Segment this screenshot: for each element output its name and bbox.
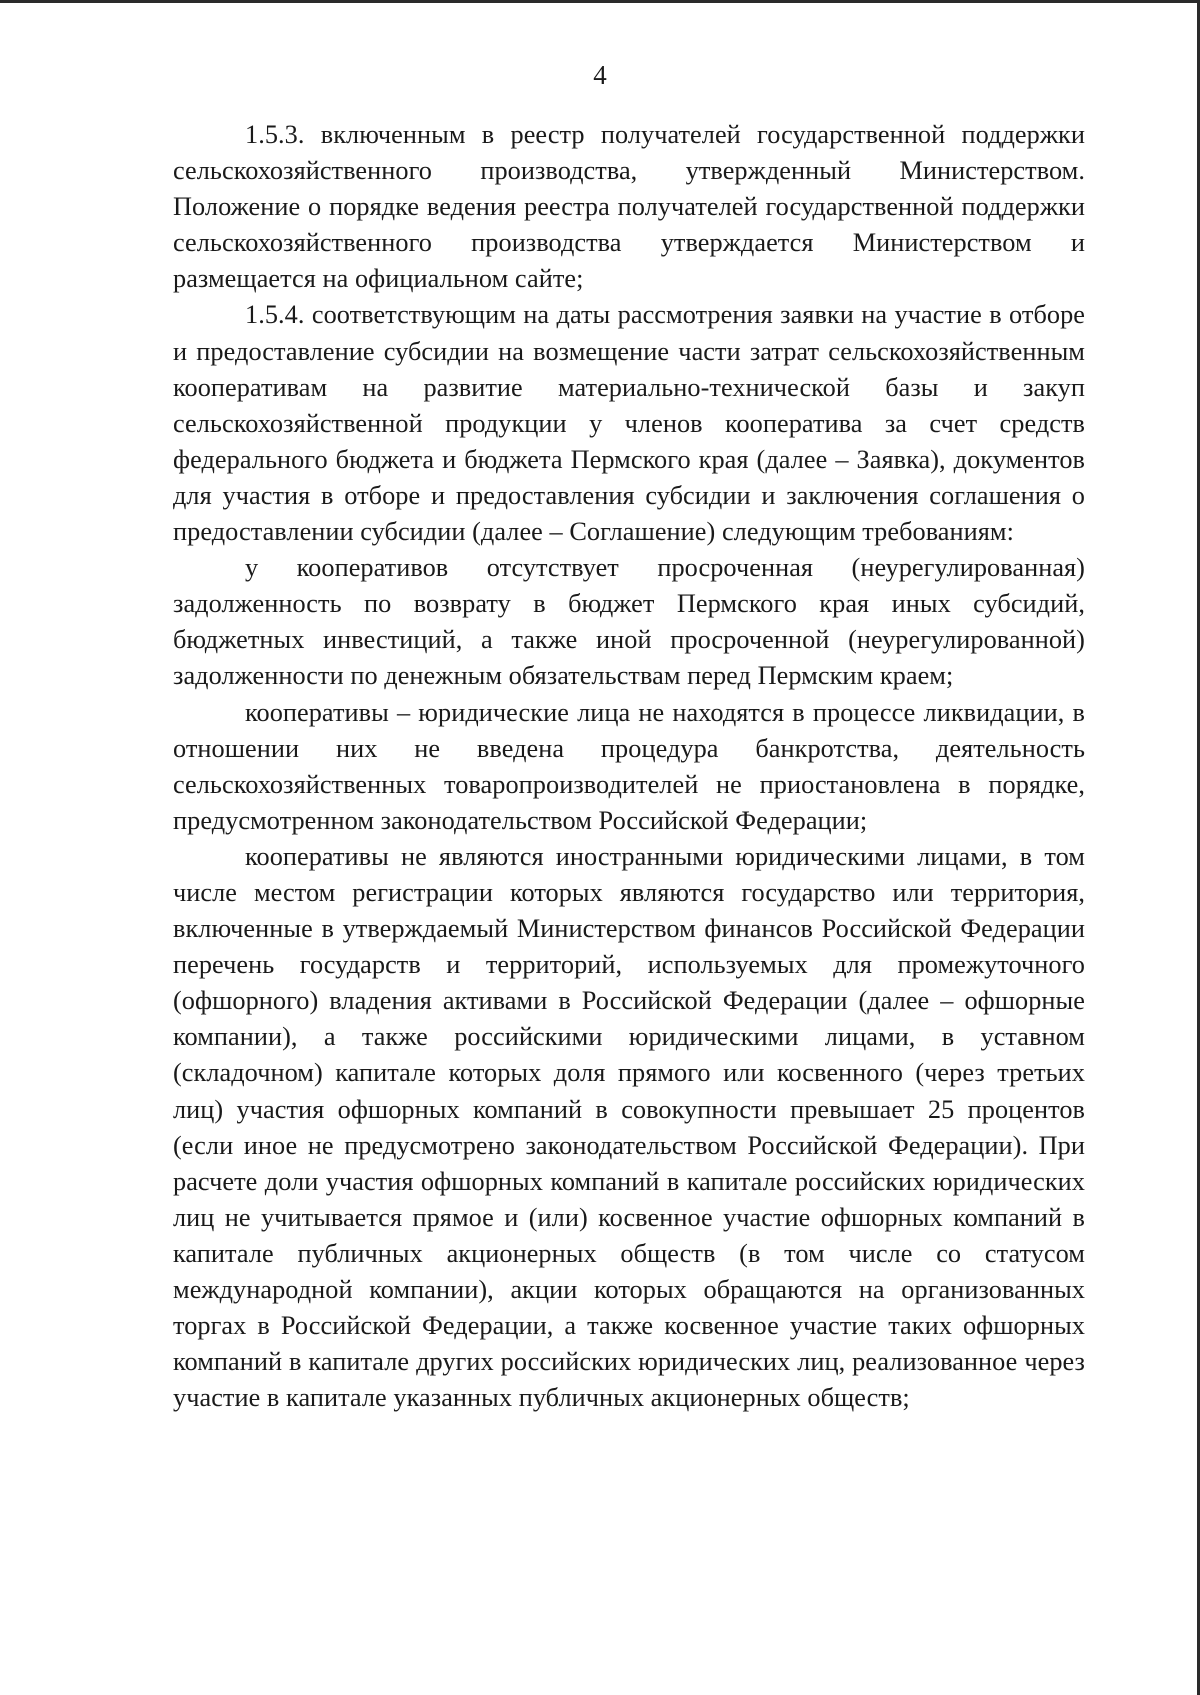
paragraph-1-5-3: 1.5.3. включенным в реестр получателей государственной поддержки сельскохозяйственного производства, утвержденный Министерством. Положение о порядке ведения реестра получателей государственной поддержки сельскохозяйственного производства утверждается Министерством и размещается на официальном сайте; (173, 120, 1085, 294)
page-edge-top (0, 0, 1200, 3)
document-body (173, 117, 1085, 1416)
paragraph-1-5-4: 1.5.4. соответствующим на даты рассмотрения заявки на участие в отборе и предоставление субсидии на возмещение части затрат сельскохозяйственным кооперативам на развитие материально-технической базы и закуп сельскохозяйственной продукции у членов кооператива за счет средств федерального бюджета и бюджета Пермского края (далее – Заявка), документов для участия в отборе и предоставления субсидии и заключения соглашения о предоставлении субсидии (далее – Соглашение) следующим требованиям: (173, 300, 1085, 547)
page-number: 4 (593, 60, 607, 90)
paragraph-no-debt: у кооперативов отсутствует просроченная (неурегулированная) задолженность по возврату в бюджет Пермского края иных субсидий, бюджетных инвестиций, а также иной просроченной (неурегулированной) задолженности по денежным обязательствам перед Пермским краем; (173, 553, 1085, 691)
paragraph-not-liquidated: кооперативы – юридические лица не находятся в процессе ликвидации, в отношении них не введена процедура банкротства, деятельность сельскохозяйственных товаропроизводителей не приостановлена в порядке, предусмотренном законодательством Российской Федерации; (173, 697, 1085, 835)
paragraph-not-offshore: кооперативы не являются иностранными юридическими лицами, в том числе местом регистрации которых являются государство или территория, включенные в утверждаемый Министерством финансов Российской Федерации перечень государств и территорий, используемых для промежуточного (офшорного) владения активами в Российской Федерации (далее – офшорные компании), а также российскими юридическими лицами, в уставном (складочном) капитале которых доля прямого или косвенного (через третьих лиц) участия офшорных компаний в совокупности превышает 25 процентов (если иное не предусмотрено законодательством Российской Федерации). При расчете доли участия офшорных компаний в капитале российских юридических лиц не учитывается прямое и (или) косвенное участие офшорных компаний в капитале публичных акционерных обществ (в том числе со статусом международной компании), акции которых обращаются на организованных торгах в Российской Федерации, а также косвенное участие таких офшорных компаний в капитале других российских юридических лиц, реализованное через участие в капитале указанных публичных акционерных обществ; (173, 841, 1085, 1413)
